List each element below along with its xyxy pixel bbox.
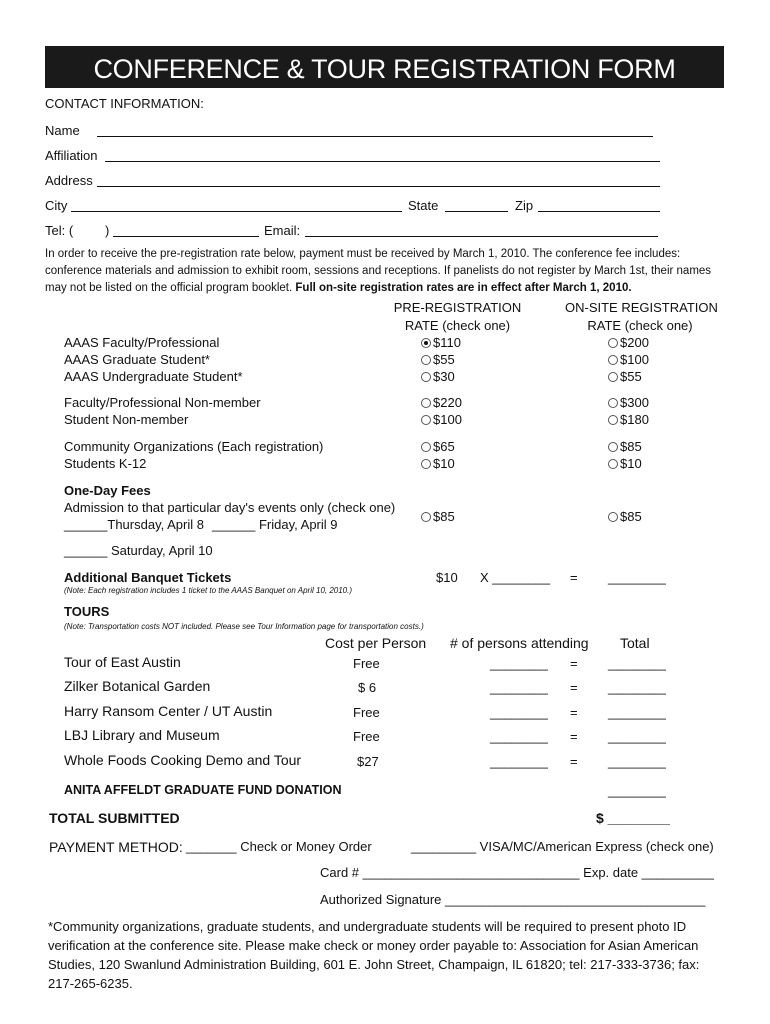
tours-col-cost: Cost per Person: [325, 635, 427, 651]
onsite-option-oneday[interactable]: [608, 509, 642, 524]
banquet-quantity[interactable]: X ________: [480, 570, 551, 585]
pre-price: $100: [433, 412, 462, 427]
tour-total-field[interactable]: ________: [608, 656, 666, 671]
pre-price: $220: [433, 395, 462, 410]
name-field[interactable]: [97, 136, 653, 137]
tel-paren: ): [105, 223, 110, 238]
rate-label-k12: Students K-12: [64, 456, 147, 471]
tour-name: LBJ Library and Museum: [64, 727, 220, 743]
affiliation-label: Affiliation: [45, 148, 98, 163]
onsite-option-aaas-faculty[interactable]: [608, 335, 649, 350]
footnote: *Community organizations, graduate students, and undergraduate students will be required to present photo ID verification at the conference site. Please make check or money order payable to: Association for Asian American Studies, 120 Swanlund Administration Building, 601 E. John Street, Champaign, IL 61820; tel: 217-333-3736; fax: 217-265-6235.: [48, 919, 700, 991]
pre-option-community[interactable]: [421, 439, 455, 454]
form-title: CONFERENCE & TOUR REGISTRATION FORM: [45, 46, 724, 88]
state-label: State: [408, 198, 439, 213]
tour-cost: $ 6: [358, 680, 377, 695]
radio-icon[interactable]: [421, 442, 431, 452]
tour-equals: =: [570, 754, 578, 769]
card-number-field[interactable]: Card # ______________________________ Exp. date __________: [320, 865, 714, 880]
onsite-option-aaas-grad[interactable]: [608, 352, 649, 367]
tour-name: Zilker Botanical Garden: [64, 678, 211, 694]
tours-col-persons: # of persons attending: [450, 635, 589, 651]
pre-price: $55: [433, 352, 455, 367]
tour-persons-field[interactable]: ________: [490, 656, 548, 671]
onsite-price: $200: [620, 335, 649, 350]
address-field[interactable]: [97, 186, 660, 187]
address-label: Address: [45, 173, 93, 188]
tour-persons-field[interactable]: ________: [490, 729, 548, 744]
tour-name: Tour of East Austin: [64, 654, 181, 670]
radio-icon[interactable]: [608, 415, 618, 425]
radio-icon[interactable]: [608, 512, 618, 522]
pre-registration-header: PRE-REGISTRATION: [393, 300, 522, 315]
pre-option-nonmember-student[interactable]: [421, 412, 462, 427]
oneday-heading: One-Day Fees: [64, 483, 151, 498]
banquet-heading: Additional Banquet Tickets: [64, 570, 232, 585]
radio-icon[interactable]: [608, 398, 618, 408]
rate-label-aaas-undergrad: AAAS Undergraduate Student*: [64, 369, 243, 384]
onsite-price: $180: [620, 412, 649, 427]
tour-total-field[interactable]: ________: [608, 754, 666, 769]
banquet-total[interactable]: ________: [608, 570, 666, 585]
onsite-price: $10: [620, 456, 642, 471]
tour-name: Whole Foods Cooking Demo and Tour: [64, 752, 302, 768]
tour-total-field[interactable]: ________: [608, 729, 666, 744]
donation-field[interactable]: ________: [608, 783, 666, 798]
tel-label: Tel: (: [45, 223, 74, 238]
tour-cost: $27: [357, 754, 379, 769]
email-label: Email:: [264, 223, 301, 238]
pre-option-aaas-grad[interactable]: [421, 352, 455, 367]
intro-bold-text: Full on-site registration rates are in effect after March 1, 2010.: [295, 282, 632, 294]
email-field[interactable]: [305, 236, 658, 237]
oneday-friday[interactable]: ______ Friday, April 9: [212, 517, 338, 532]
radio-icon[interactable]: [421, 415, 431, 425]
banquet-note: (Note: Each registration includes 1 ticket to the AAAS Banquet on April 10, 2010.): [64, 586, 353, 595]
radio-icon[interactable]: [608, 355, 618, 365]
tour-equals: =: [570, 705, 578, 720]
radio-icon[interactable]: [608, 372, 618, 382]
pre-option-aaas-undergrad[interactable]: [421, 369, 455, 384]
onsite-registration-subheader: RATE (check one): [587, 318, 693, 333]
onsite-price: $100: [620, 352, 649, 367]
radio-icon[interactable]: [608, 459, 618, 469]
onsite-price: $85: [620, 439, 642, 454]
tour-persons-field[interactable]: ________: [490, 705, 548, 720]
onsite-registration-header: ON-SITE REGISTRATION: [565, 300, 718, 315]
pre-registration-subheader: RATE (check one): [404, 318, 511, 333]
contact-heading: CONTACT INFORMATION:: [45, 96, 204, 111]
total-value[interactable]: $ ________: [596, 810, 670, 826]
tour-equals: =: [570, 656, 578, 671]
pre-option-aaas-faculty[interactable]: [421, 335, 461, 350]
tours-col-total: Total: [620, 635, 650, 651]
intro-text: In order to receive the pre-registration rate below, payment must be received by March 1, 2010. The conference fee includes: conference materials and admission to exhibit room, sessions and receptions. If panelists do not register by March 1st, their names may not be listed on the official program booklet.: [45, 248, 712, 294]
pre-price: $85: [433, 509, 455, 524]
rate-label-aaas-faculty: AAAS Faculty/Professional: [64, 335, 220, 350]
radio-icon[interactable]: [421, 355, 431, 365]
zip-label: Zip: [515, 198, 534, 213]
radio-icon[interactable]: [608, 442, 618, 452]
tour-equals: =: [570, 680, 578, 695]
donation-label: ANITA AFFELDT GRADUATE FUND DONATION: [64, 783, 342, 797]
onsite-price: $55: [620, 369, 642, 384]
name-label: Name: [45, 123, 80, 138]
radio-icon[interactable]: [421, 372, 431, 382]
onsite-option-nonmember-student[interactable]: [608, 412, 649, 427]
rate-label-aaas-grad: AAAS Graduate Student*: [64, 352, 210, 367]
tour-total-field[interactable]: ________: [608, 705, 666, 720]
onsite-option-aaas-undergrad[interactable]: [608, 369, 642, 384]
pre-option-oneday[interactable]: [421, 509, 455, 524]
affiliation-field[interactable]: [105, 161, 660, 162]
payment-card-option[interactable]: _________ VISA/MC/American Express (check one): [411, 839, 714, 854]
radio-selected-icon[interactable]: [421, 338, 431, 348]
tour-cost: Free: [353, 729, 380, 744]
oneday-saturday[interactable]: ______ Saturday, April 10: [64, 543, 213, 558]
radio-icon[interactable]: [421, 398, 431, 408]
onsite-option-community[interactable]: [608, 439, 642, 454]
payment-label: PAYMENT METHOD:: [49, 839, 183, 855]
oneday-thursday[interactable]: ______Thursday, April 8: [64, 517, 204, 532]
onsite-price: $85: [620, 509, 642, 524]
onsite-option-nonmember-faculty[interactable]: [608, 395, 649, 410]
radio-icon[interactable]: [421, 459, 431, 469]
signature-field[interactable]: Authorized Signature ____________________________________: [320, 892, 706, 907]
payment-check-option[interactable]: _______ Check or Money Order: [186, 839, 372, 854]
tel-field[interactable]: [113, 236, 259, 237]
rate-label-nonmember-student: Student Non-member: [64, 412, 189, 427]
tour-total-field[interactable]: ________: [608, 680, 666, 695]
tour-cost: Free: [353, 705, 380, 720]
tour-equals: =: [570, 729, 578, 744]
banquet-price: $10: [436, 570, 458, 585]
pre-price: $30: [433, 369, 455, 384]
radio-icon[interactable]: [421, 512, 431, 522]
tour-cost: Free: [353, 656, 380, 671]
pre-option-k12[interactable]: [421, 456, 455, 471]
pre-price: $65: [433, 439, 455, 454]
city-label: City: [45, 198, 68, 213]
state-field[interactable]: [445, 211, 508, 212]
tour-name: Harry Ransom Center / UT Austin: [64, 703, 273, 719]
total-label: TOTAL SUBMITTED: [49, 810, 180, 826]
pre-option-nonmember-faculty[interactable]: [421, 395, 462, 410]
rate-label-community: Community Organizations (Each registration): [64, 439, 324, 454]
city-field[interactable]: [71, 211, 402, 212]
pre-price: $10: [433, 456, 455, 471]
pre-price: $110: [433, 335, 461, 350]
tours-note: (Note: Transportation costs NOT included. Please see Tour Information page for transportation costs.): [64, 622, 424, 631]
tour-persons-field[interactable]: ________: [490, 680, 548, 695]
intro-paragraph: [45, 246, 725, 297]
oneday-admission: Admission to that particular day's events only (check one): [64, 500, 396, 515]
zip-field[interactable]: [538, 211, 660, 212]
rate-label-nonmember-faculty: Faculty/Professional Non-member: [64, 395, 261, 410]
onsite-option-k12[interactable]: [608, 456, 642, 471]
onsite-price: $300: [620, 395, 649, 410]
tours-heading: TOURS: [64, 604, 110, 619]
banquet-equals: =: [570, 570, 578, 585]
radio-icon[interactable]: [608, 338, 618, 348]
tour-persons-field[interactable]: ________: [490, 754, 548, 769]
